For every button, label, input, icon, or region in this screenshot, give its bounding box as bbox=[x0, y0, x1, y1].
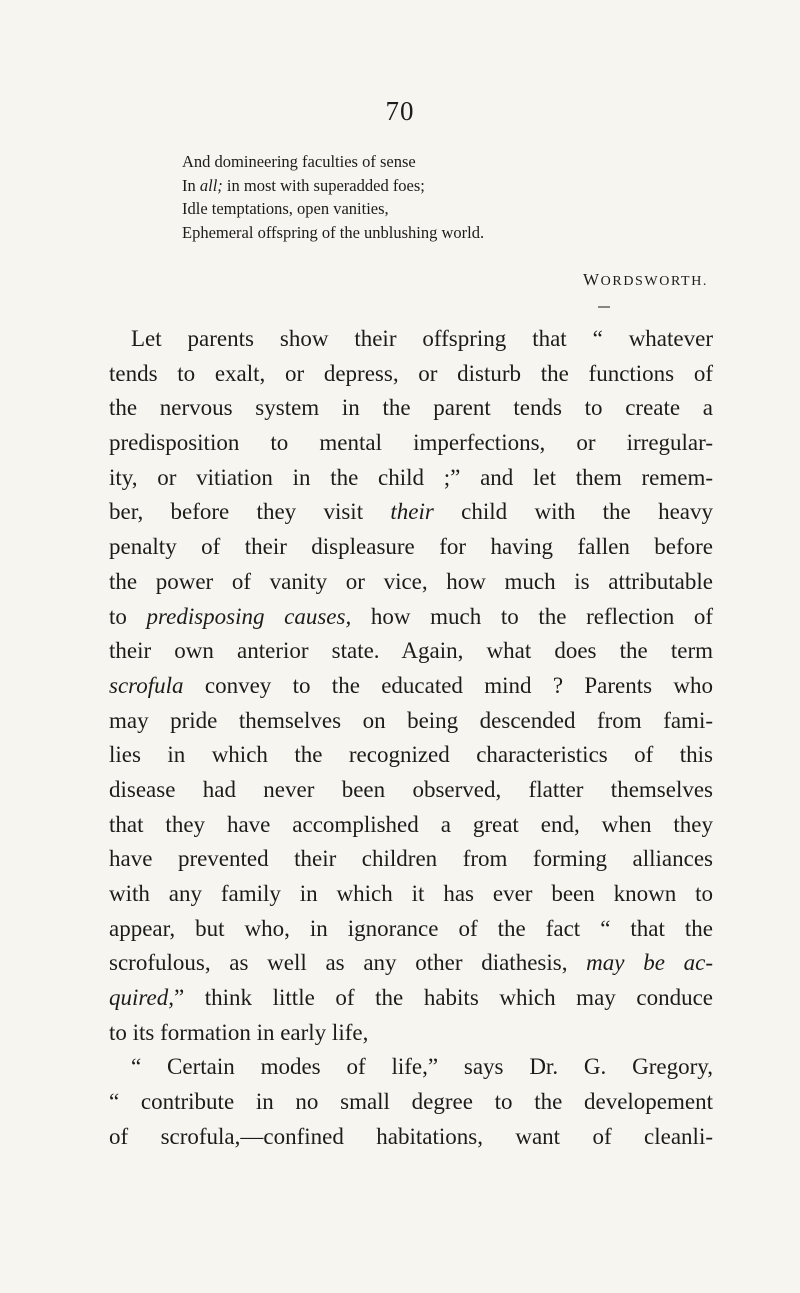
attribution-initial: W bbox=[583, 270, 601, 289]
text-line: disease had never been observed, flatter themselves bbox=[109, 776, 713, 802]
epigraph-line: Idle temptations, open vanities, bbox=[182, 199, 389, 218]
text-line: may pride themselves on being descended from fami- bbox=[109, 707, 713, 733]
emphasis-text: quired, bbox=[109, 985, 174, 1011]
text-line: the power of vanity or vice, how much is attributable bbox=[109, 568, 713, 594]
text-line: ity, or vitiation in the child ;” and let them remem- bbox=[109, 464, 713, 490]
text-span: to bbox=[109, 603, 147, 629]
text-span: ber, before they visit bbox=[109, 499, 391, 525]
text-line: the nervous system in the parent tends to create a bbox=[109, 395, 713, 421]
epigraph-poem bbox=[182, 150, 702, 244]
page-number: 70 bbox=[385, 96, 415, 126]
epigraph-attribution bbox=[0, 270, 708, 290]
text-line: that they have accomplished a great end, when they bbox=[109, 811, 713, 837]
emphasis-text: may be ac- bbox=[586, 950, 713, 976]
text-span: convey to the educated mind ? Parents who bbox=[183, 672, 713, 698]
emphasis-text: scrofula bbox=[109, 672, 184, 698]
emphasis-text: predisposing causes, bbox=[146, 603, 352, 629]
text-line: their own anterior state. Again, what does the term bbox=[109, 638, 713, 664]
text-span: scrofulous, as well as any other diathesis, bbox=[109, 950, 587, 976]
text-span: ” think little of the habits which may conduce bbox=[173, 985, 713, 1011]
text-span: how much to the reflection of bbox=[351, 603, 714, 629]
text-line: Let parents show their offspring that “ whatever bbox=[131, 326, 713, 351]
text-line bbox=[109, 669, 713, 704]
text-line: lies in which the recognized characteristics of this bbox=[109, 742, 713, 768]
emphasis-text: their bbox=[390, 499, 434, 525]
text-span: child with the heavy bbox=[433, 499, 713, 525]
epigraph-line: Ephemeral offspring of the unblushing world. bbox=[182, 222, 485, 242]
text-line: penalty of their displeasure for having fallen before bbox=[109, 534, 713, 560]
epigraph-line bbox=[182, 174, 702, 198]
text-line: with any family in which it has ever been known to bbox=[109, 881, 713, 906]
text-line bbox=[109, 981, 713, 1016]
text-line bbox=[109, 946, 713, 981]
text-line: tends to exalt, or depress, or disturb the functions of bbox=[109, 360, 713, 386]
printer-mark bbox=[598, 306, 610, 308]
epigraph-text: In bbox=[182, 175, 200, 195]
text-line: “ contribute in no small degree to the developement bbox=[109, 1089, 713, 1115]
epigraph-text: in most with superadded foes; bbox=[222, 175, 425, 195]
text-line: have prevented their children from forming alliances bbox=[109, 846, 713, 872]
attribution-rest: ORDSWORTH. bbox=[600, 274, 708, 289]
text-line: predisposition to mental imperfections, or irregular- bbox=[109, 430, 713, 456]
epigraph-line: And domineering faculties of sense bbox=[182, 152, 416, 171]
text-line: “ Certain modes of life,” says Dr. G. Gregory, bbox=[131, 1054, 713, 1080]
text-line: to its formation in early life, bbox=[109, 1019, 369, 1045]
text-line bbox=[109, 495, 713, 530]
epigraph-emphasis: all; bbox=[199, 175, 223, 195]
body-paragraph bbox=[109, 322, 713, 1155]
text-line: appear, but who, in ignorance of the fact “ that the bbox=[109, 915, 713, 941]
text-line bbox=[109, 600, 713, 635]
text-line: of scrofula,—confined habitations, want of cleanli- bbox=[109, 1123, 713, 1149]
